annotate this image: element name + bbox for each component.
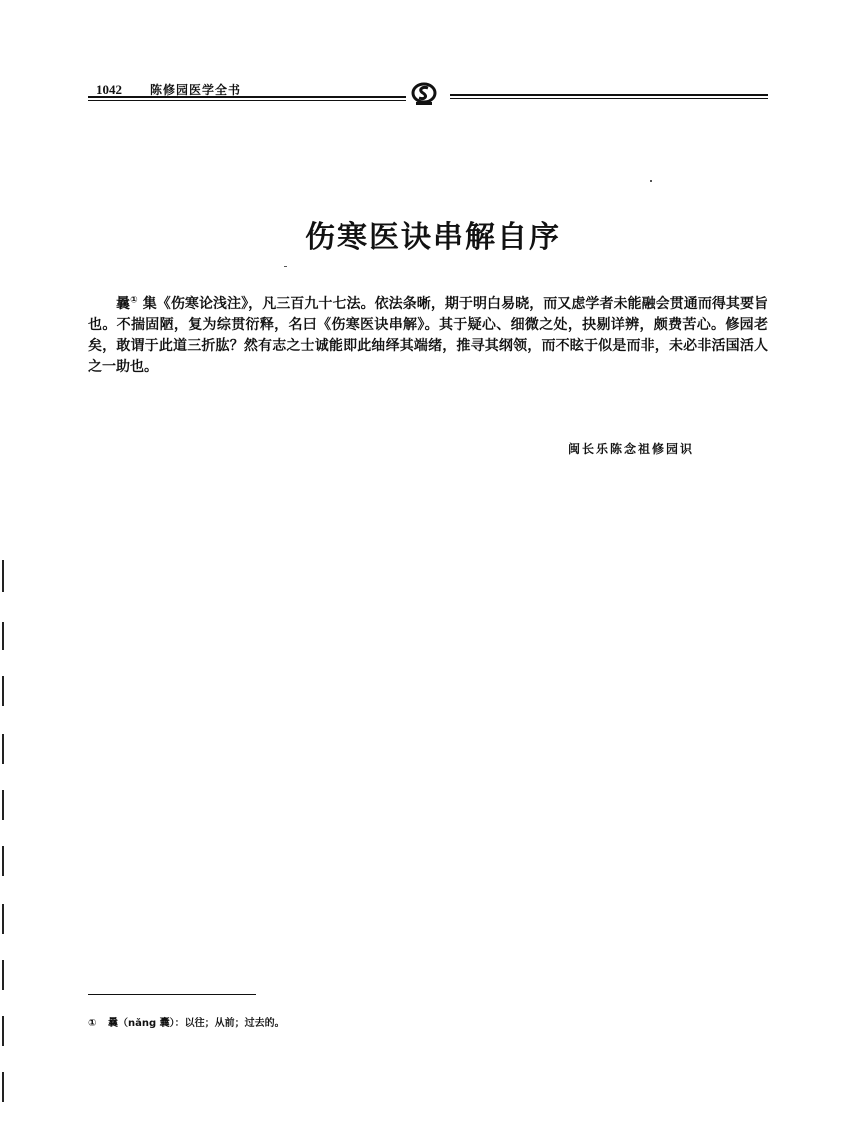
footnote-mark: ①: [88, 1018, 97, 1029]
scan-edge-mark: [2, 846, 4, 876]
scan-speck: [650, 180, 652, 182]
footnote-reference: ①: [130, 295, 138, 306]
page-number: 1042: [96, 82, 122, 97]
page-title: 伤寒医诀串解自序: [305, 220, 561, 255]
scan-edge-mark: [2, 676, 4, 706]
book-title: 陈修园医学全书: [150, 83, 242, 97]
footnote: [88, 1014, 285, 1029]
scan-edge-mark: [2, 960, 4, 990]
preface-body: [88, 294, 768, 378]
scan-edge-mark: [2, 1072, 4, 1102]
header-rule-right: [450, 94, 768, 96]
signature: 闽长乐陈念祖修园识: [568, 442, 695, 456]
scan-speck: [284, 266, 287, 267]
body-lead-char: 曩: [116, 296, 131, 312]
header-rule-left: [88, 96, 406, 98]
scan-edge-mark: [2, 622, 4, 650]
page-header: [88, 78, 768, 108]
header-rule-right-thin: [450, 98, 768, 99]
scan-edge-mark: [2, 1016, 4, 1046]
footnote-text: 曩（nǎng 囊）：以往；从前；过去的。: [108, 1018, 285, 1029]
header-rule-left-thin: [88, 100, 406, 101]
scan-edge-mark: [2, 734, 4, 764]
publisher-logo-icon: [410, 82, 438, 106]
scan-edge-mark: [2, 560, 4, 592]
scan-edge-mark: [2, 790, 4, 820]
footnote-divider: [88, 994, 256, 995]
body-text: 集《伤寒论浅注》，凡三百九十七法。依法条晰，期于明白易晓，而又虑学者未能融会贯通而得其要旨也。不揣固陋，复为综贯衍释，名曰《伤寒医诀串解》。其于疑心、细微之处，抉剔详辨，颇费苦心。修园老矣，敢谓于此道三折肱？然有志之士诚能即此䌷绎其端绪，推寻其纲领，而不眩于似是而非，未必非活国活人之一助也。: [88, 296, 769, 375]
scan-edge-mark: [2, 904, 4, 934]
